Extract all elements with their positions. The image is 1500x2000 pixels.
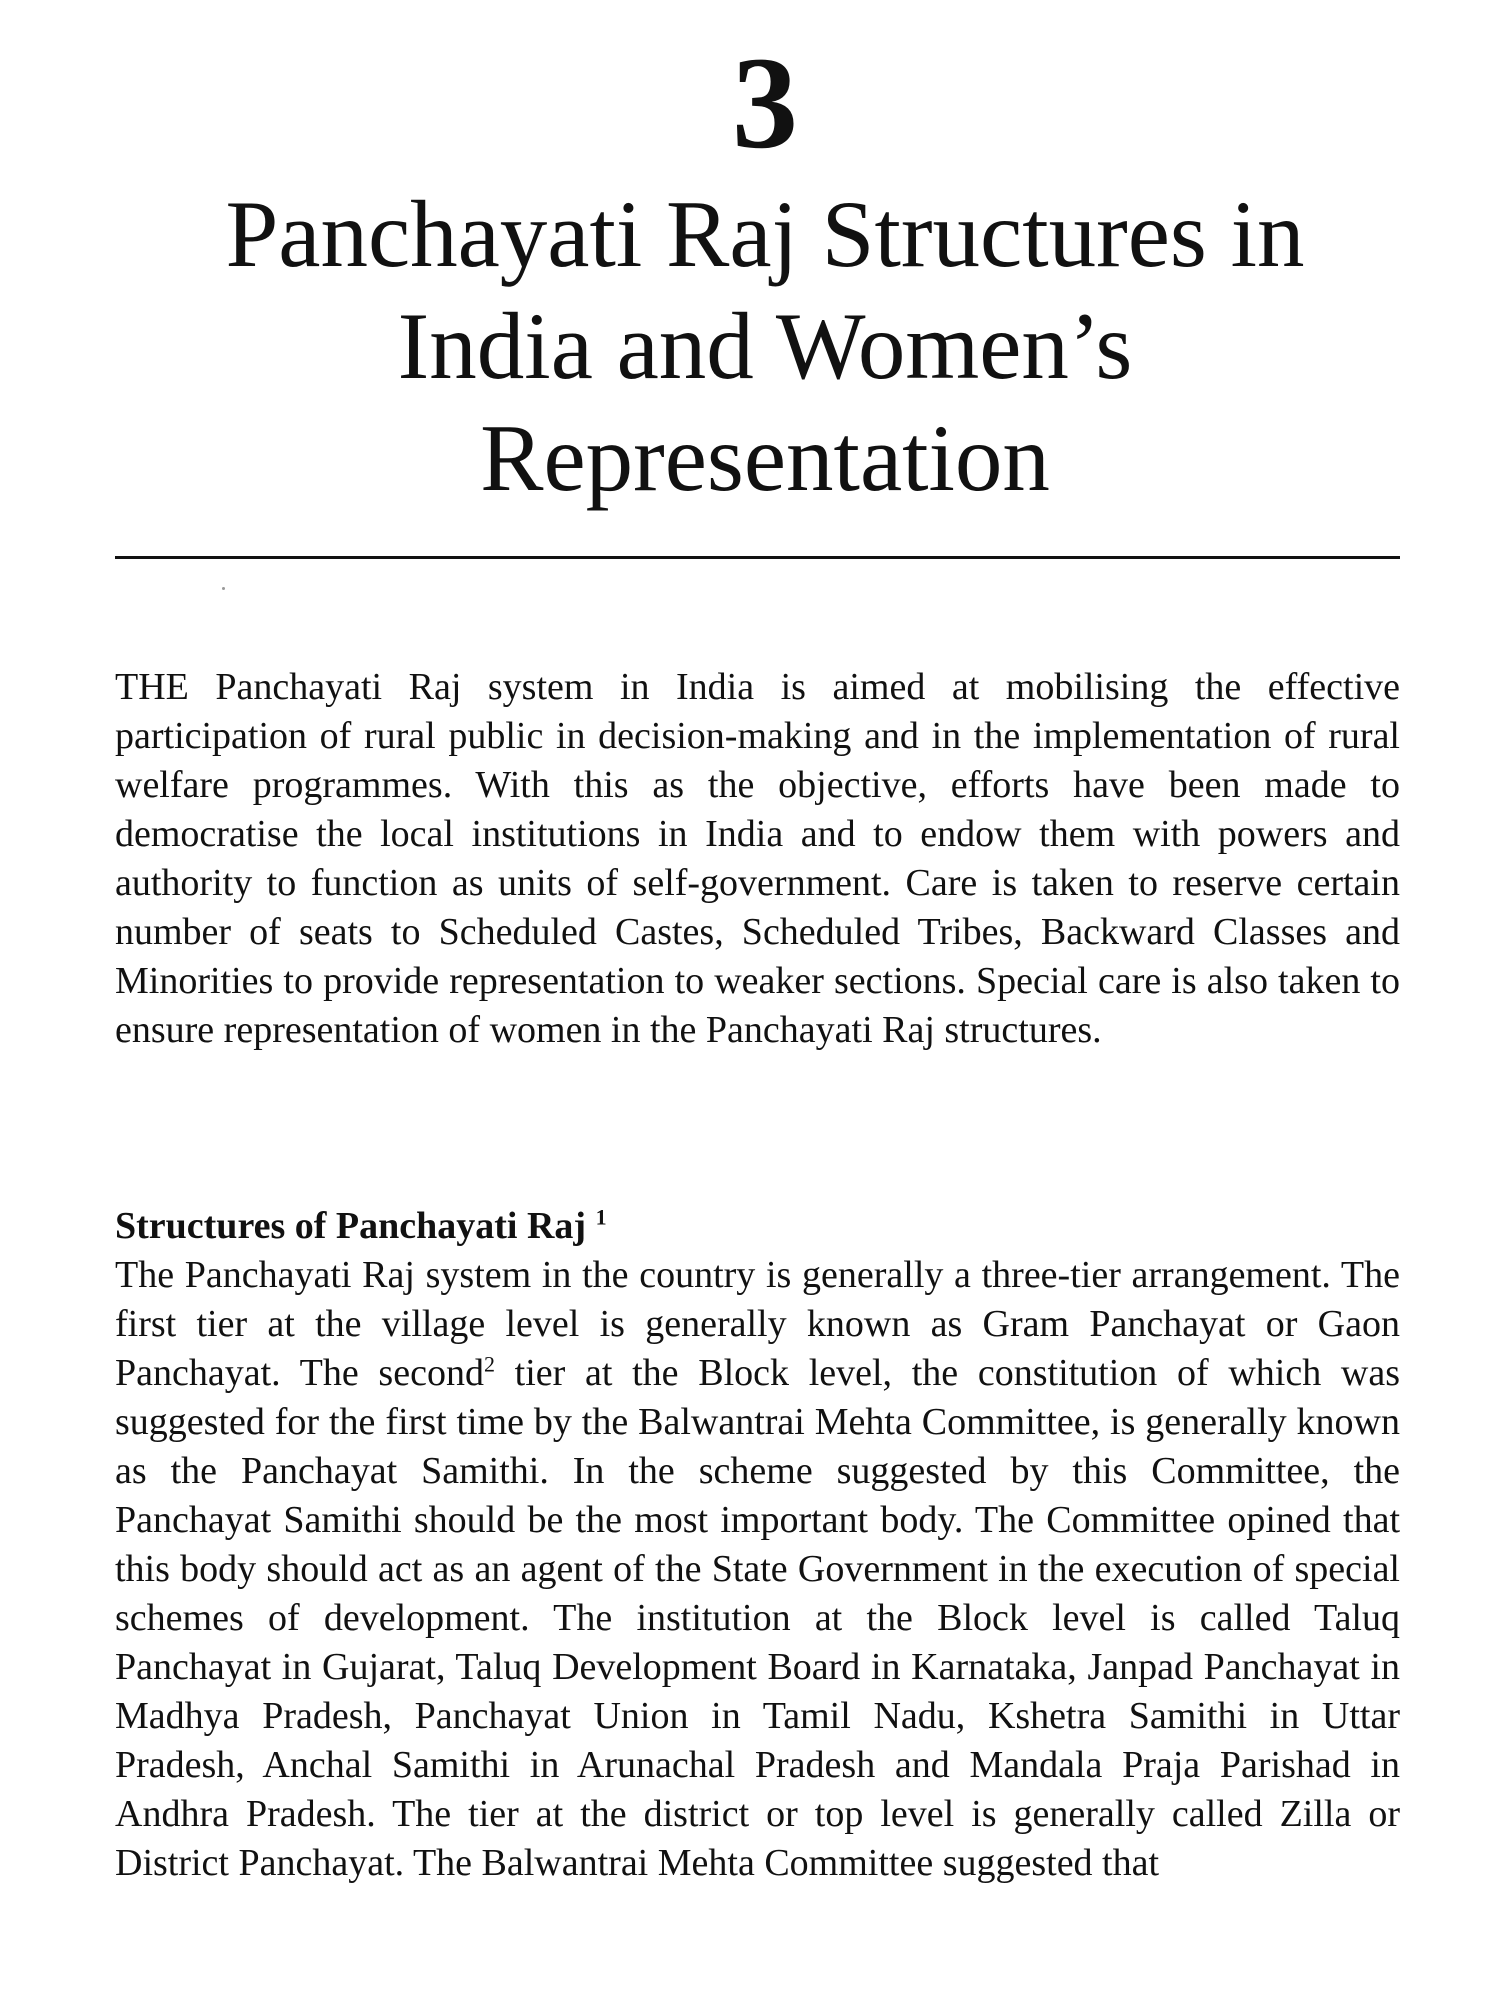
section-heading xyxy=(115,1202,607,1251)
chapter-title-line: India and Women’s xyxy=(397,293,1133,399)
section-heading-text: Structures of Panchayati Raj xyxy=(115,1205,587,1247)
section-paragraph-text: tier at the Block level, the constitution of which was suggested for the first time by the Balwantrai Mehta Committee, is generally known as the Panchayat Samithi. In the scheme suggested by this Committee, the Panchayat Samithi should be the most important body. The Committee opined that this body should act as an agent of the State Government in the execution of special schemes of development. The institution at the Block level is called Taluq Panchayat in Gujarat, Taluq Development Board in Karnataka, Janpad Panchayat in Madhya Pradesh, Panchayat Union in Tamil Nadu, Kshetra Samithi in Uttar Pradesh, Anchal Samithi in Arunachal Pradesh and Mandala Praja Parishad in Andhra Pradesh. The tier at the district or top level is generally called Zilla or District Panchayat. The Balwantrai Mehta Committee suggested that xyxy=(115,1352,1400,1884)
scan-speck xyxy=(222,587,225,590)
chapter-title xyxy=(0,178,1500,514)
footnote-marker: 1 xyxy=(595,1204,607,1230)
title-divider xyxy=(115,556,1400,559)
section-paragraph xyxy=(115,1251,1400,1888)
chapter-title-line: Panchayati Raj Structures in xyxy=(225,181,1305,287)
chapter-title-line: Representation xyxy=(480,405,1050,511)
footnote-marker: 2 xyxy=(483,1351,495,1377)
chapter-number: 3 xyxy=(732,29,798,176)
intro-paragraph: THE Panchayati Raj system in India is aimed at mobilising the effective participation of rural public in decision-making and in the implementation of rural welfare programmes. With this as the objective, efforts have been made to democratise the local institutions in India and to endow them with powers and authority to function as units of self-government. Care is taken to reserve certain number of seats to Scheduled Castes, Scheduled Tribes, Backward Classes and Minorities to provide representation to weaker sections. Special care is also taken to ensure representation of women in the Panchayati Raj structures. xyxy=(115,666,1400,1051)
section-paragraph-text: The Panchayati Raj system in the country is generally a three-tier arrangement. The first tier at the village level is generally known as Gram Panchayat or Gaon Panchayat. The second xyxy=(115,1254,1400,1394)
